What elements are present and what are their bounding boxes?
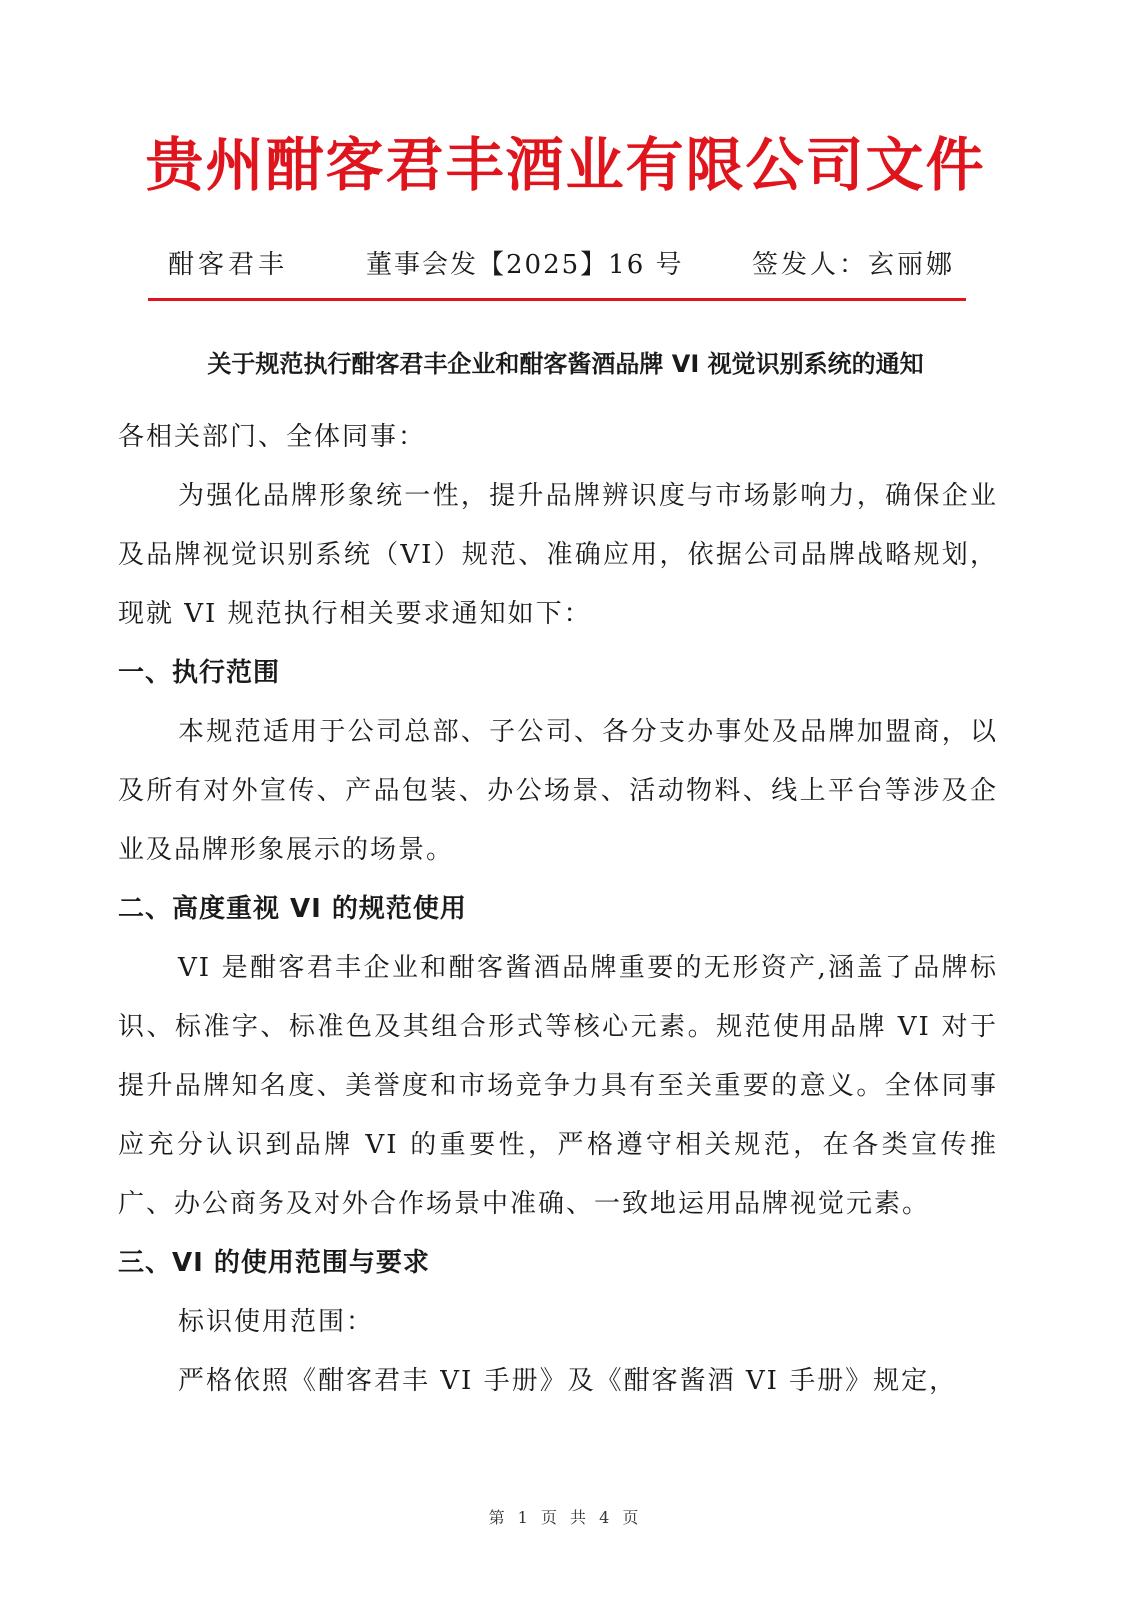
page-footer: 第 1 页 共 4 页 <box>488 1508 643 1527</box>
section-paragraph-2: VI 是酣客君丰企业和酣客酱酒品牌重要的无形资产,涵盖了品牌标识、标准字、标准色及其组合形式等核心元素。规范使用品牌 VI 对于提升品牌知名度、美誉度和市场竞争力具有至关重要的意义。全体同事应充分认识到品牌 VI 的重要性，严格遵守相关规范，在各类宣传推广、办公商务及对外合作场景中准确、一致地运用品牌视觉元素。 <box>118 953 998 1219</box>
document-number: 董事会发【2025】16 号 <box>366 250 684 280</box>
signer: 签发人：玄丽娜 <box>752 250 956 280</box>
section-heading-3: 三、VI 的使用范围与要求 <box>118 1248 430 1278</box>
salutation: 各相关部门、全体同事： <box>118 422 427 452</box>
red-divider-line <box>148 298 966 301</box>
section-paragraph-1: 本规范适用于公司总部、子公司、各分支办事处及品牌加盟商，以及所有对外宣传、产品包装、办公场景、活动物料、线上平台等涉及企业及品牌形象展示的场景。 <box>118 717 998 865</box>
section-paragraph-3: 严格依照《酣客君丰 VI 手册》及《酣客酱酒 VI 手册》规定， <box>178 1366 958 1396</box>
document-title: 关于规范执行酣客君丰企业和酣客酱酒品牌 VI 视觉识别系统的通知 <box>207 350 924 378</box>
section-heading-2: 二、高度重视 VI 的规范使用 <box>118 894 467 924</box>
intro-paragraph: 为强化品牌形象统一性，提升品牌辨识度与市场影响力，确保企业及品牌视觉识别系统（VI）规范、准确应用，依据公司品牌战略规划，现就 VI 规范执行相关要求通知如下： <box>118 481 998 629</box>
section-subheading-3: 标识使用范围： <box>178 1307 375 1337</box>
issuing-org-short: 酣客君丰 <box>168 250 289 280</box>
document-body <box>118 408 998 1411</box>
masthead-title: 贵州酣客君丰酒业有限公司文件 <box>145 131 986 199</box>
section-heading-1: 一、执行范围 <box>118 658 281 688</box>
